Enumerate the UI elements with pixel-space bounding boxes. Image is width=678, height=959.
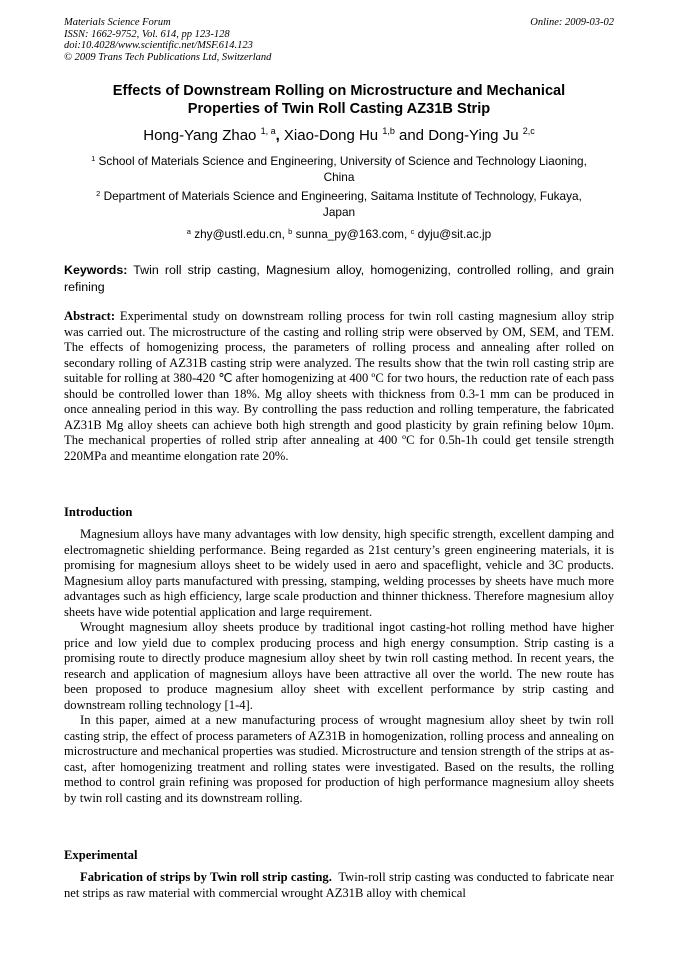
email-b[interactable]: sunna_py@163.com,	[295, 227, 408, 241]
author-2-sup: 1,b	[382, 126, 395, 136]
email-b-sup: b	[288, 227, 293, 236]
paper-title	[64, 82, 614, 118]
abstract-label: Abstract:	[64, 309, 116, 323]
introduction-heading: Introduction	[64, 505, 133, 519]
experimental-paragraph-1: Twin-roll strip casting was conducted to fabricate near net strips as raw material with commercial wrought AZ31B alloy with chemical	[64, 870, 614, 900]
email-list	[64, 227, 614, 242]
email-c[interactable]: dyju@sit.ac.jp	[417, 227, 492, 241]
introduction-body	[64, 527, 614, 806]
author-1-name: Hong-Yang Zhao	[143, 127, 257, 144]
keywords	[64, 262, 614, 295]
email-c-sup: c	[410, 227, 415, 236]
email-a[interactable]: zhy@ustl.edu.cn,	[194, 227, 285, 241]
affiliation-2-line-2: Japan	[322, 204, 356, 219]
experimental-body	[64, 870, 614, 901]
affiliation-1	[64, 154, 614, 185]
email-a-sup: a	[186, 227, 191, 236]
author-3-name: Dong-Ying Ju	[428, 127, 519, 144]
issn-line: ISSN: 1662-9752, Vol. 614, pp 123-128	[64, 28, 230, 40]
author-list: Hong-Yang Zhao $^{1, a}$, Xiao-Dong Hu $^{1,b}$ and Dong-Ying Ju $^{2,c}$	[143, 126, 535, 144]
journal-header	[64, 17, 271, 63]
title-line-1: Effects of Downstream Rolling on Microstructure and Mechanical	[112, 83, 566, 99]
abstract	[64, 309, 614, 464]
intro-paragraph-2: Wrought magnesium alloy sheets produce by traditional ingot casting-hot rolling method have higher price and low yield due to complex producing process and high energy consumption. Strip casting is a promising route to directly produce magnesium alloy sheet by twin roll casting method. In recent years, the research and application of magnesium alloys have been attractive all over the world. The new route has been proposed to produce magnesium alloy sheet with excellent performance by strip casting and downstream rolling technology [1-4].	[64, 620, 614, 712]
affiliation-1-sup: 1	[91, 154, 96, 163]
experimental-subheading: Fabrication of strips by Twin roll strip casting.	[80, 870, 332, 884]
author-1-sup: 1, a	[260, 126, 276, 136]
intro-paragraph-1: Magnesium alloys have many advantages with low density, high specific strength, excellent damping and electromagnetic shielding performance. Being regarded as 21st century’s green engineering materials, it is promising for magnesium alloys sheet to be widely used in aero and spaceflight, vehicle and 3C products. Magnesium alloy parts manufactured with pressing, stamping, welding processes by sheets have much more advantages such as high efficiency, large scale production and thinner thickness. Therefore magnesium alloy sheets have wide potential application and large requirement.	[64, 527, 614, 619]
affiliation-2-sup: 2	[96, 189, 101, 198]
journal-name: Materials Science Forum	[64, 17, 171, 28]
author-2-name: Xiao-Dong Hu	[283, 127, 379, 144]
doi-line: doi:10.4028/www.scientific.net/MSF.614.123	[64, 40, 253, 51]
online-date: Online: 2009-03-02	[530, 17, 614, 28]
affiliation-2	[64, 189, 614, 220]
affiliation-2-line-1: Department of Materials Science and Engineering, Saitama Institute of Technology, Fukaya,	[103, 189, 582, 203]
author-3-sup: 2,c	[522, 126, 535, 136]
author-conjunction: and	[399, 127, 425, 144]
keywords-text: Twin roll strip casting, Magnesium alloy, homogenizing, controlled rolling, and grain refining	[64, 263, 615, 294]
affiliation-1-line-1: School of Materials Science and Engineering, University of Science and Technology Liaoning,	[98, 154, 587, 168]
experimental-heading: Experimental	[64, 848, 138, 862]
intro-paragraph-3: In this paper, aimed at a new manufacturing process of wrought magnesium alloy sheet by twin roll casting strip, the effect of process parameters of AZ31B in homogenization, rolling process and annealing on microstructure and mechanical properties was studied. Microstructure and tension strength of the strips at as-cast, after homogenizing treatment and rolling states were investigated. Based on the results, the rolling method to control grain refining was proposed for production of high performance magnesium alloy sheets by twin roll casting and its downstream rolling.	[64, 713, 614, 805]
abstract-text: Experimental study on downstream rolling process for twin roll casting magnesium alloy strip was carried out. The microstructure of the casting and rolling strip were observed by OM, SEM, and TEM. The effects of homogenizing process, the parameters of rolling process and annealing after rolled on secondary rolling of AZ31B casting strip were analyzed. The results show that the twin roll casting strip are suitable for rolling at 380-420 ℃ after homogenizing at 400 ºC for two hours, the reduction rate of each pass should be controlled lower than 18%. Mg alloy sheets with thickness from 0.3-1 mm can be produced in once annealing period in this way. By controlling the pass reduction and rolling temperature, the fabricated AZ31B Mg alloy sheets can achieve both high strength and good plasticity by grain refining below 10μm. The mechanical properties of rolled strip after annealing at 400 ºC for 0.5h-1h could get tensile strength 220MPa and meantime elongation rate 20%.	[64, 309, 614, 463]
affiliation-1-line-2: China	[323, 169, 355, 184]
title-line-2: Properties of Twin Roll Casting AZ31B Strip	[187, 101, 491, 117]
copyright-line: © 2009 Trans Tech Publications Ltd, Switzerland	[64, 51, 272, 63]
keywords-label: Keywords:	[64, 263, 128, 277]
